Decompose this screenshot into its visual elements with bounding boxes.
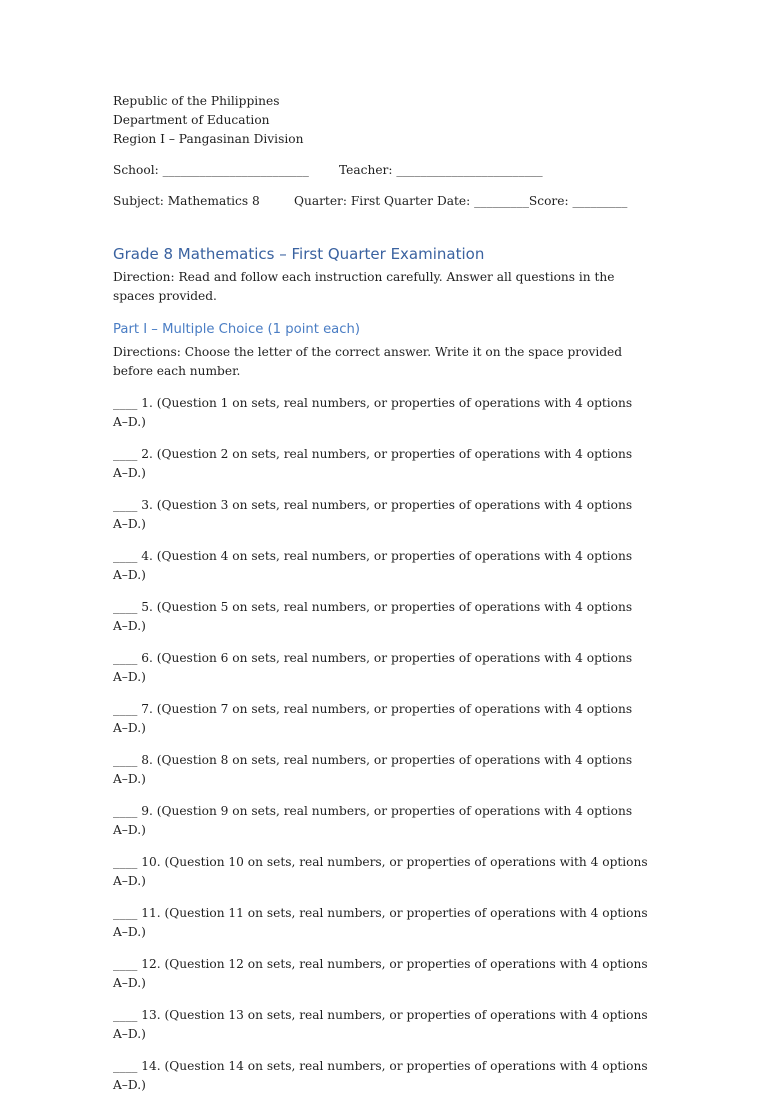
school-teacher-row xyxy=(113,161,649,180)
question-item: ____ 10. (Question 10 on sets, real numbers, or properties of operations with 4 options A–D.) xyxy=(113,855,648,888)
quarter-field: Quarter: First Quarter xyxy=(294,194,433,208)
question-item: ____ 4. (Question 4 on sets, real numbers, or properties of operations with 4 options A–D.) xyxy=(113,549,633,582)
score-field: Score: _________ xyxy=(528,194,628,208)
question-item: ____ 1. (Question 1 on sets, real numbers, or properties of operations with 4 options A–D.) xyxy=(113,396,633,429)
letterhead xyxy=(113,92,649,149)
question-item: ____ 6. (Question 6 on sets, real numbers, or properties of operations with 4 options A–D.) xyxy=(113,651,633,684)
question-list xyxy=(113,394,649,1095)
question-item: ____ 12. (Question 12 on sets, real numbers, or properties of operations with 4 options A–D.) xyxy=(113,957,648,990)
question-item: ____ 14. (Question 14 on sets, real numbers, or properties of operations with 4 options A–D.) xyxy=(113,1059,648,1092)
question-item: ____ 3. (Question 3 on sets, real numbers, or properties of operations with 4 options A–D.) xyxy=(113,498,633,531)
question-item: ____ 5. (Question 5 on sets, real numbers, or properties of operations with 4 options A–D.) xyxy=(113,600,633,633)
question-item: ____ 7. (Question 7 on sets, real numbers, or properties of operations with 4 options A–D.) xyxy=(113,702,633,735)
date-field: Date: _________ xyxy=(436,194,529,208)
teacher-field: Teacher: ________________________ xyxy=(339,163,543,177)
subject-field: Subject: Mathematics 8 xyxy=(113,194,260,208)
exam-title: Grade 8 Mathematics – First Quarter Examination xyxy=(113,245,485,263)
header-department: Department of Education xyxy=(113,113,270,127)
question-item: ____ 13. (Question 13 on sets, real numbers, or properties of operations with 4 options A–D.) xyxy=(113,1008,648,1041)
part-one-heading: Part I – Multiple Choice (1 point each) xyxy=(113,322,361,337)
general-direction: Direction: Read and follow each instruction carefully. Answer all questions in the spaces provided. xyxy=(113,270,615,303)
question-item: ____ 2. (Question 2 on sets, real numbers, or properties of operations with 4 options A–D.) xyxy=(113,447,633,480)
header-region: Region I – Pangasinan Division xyxy=(113,132,304,146)
document-page xyxy=(113,92,649,1108)
part-one-directions: Directions: Choose the letter of the correct answer. Write it on the space provided before each number. xyxy=(113,345,623,378)
subject-row xyxy=(113,192,649,211)
question-item: ____ 8. (Question 8 on sets, real numbers, or properties of operations with 4 options A–D.) xyxy=(113,753,633,786)
header-country: Republic of the Philippines xyxy=(113,94,280,108)
school-field: School: ________________________ xyxy=(113,163,309,177)
question-item: ____ 9. (Question 9 on sets, real numbers, or properties of operations with 4 options A–D.) xyxy=(113,804,633,837)
question-item: ____ 11. (Question 11 on sets, real numbers, or properties of operations with 4 options A–D.) xyxy=(113,906,648,939)
